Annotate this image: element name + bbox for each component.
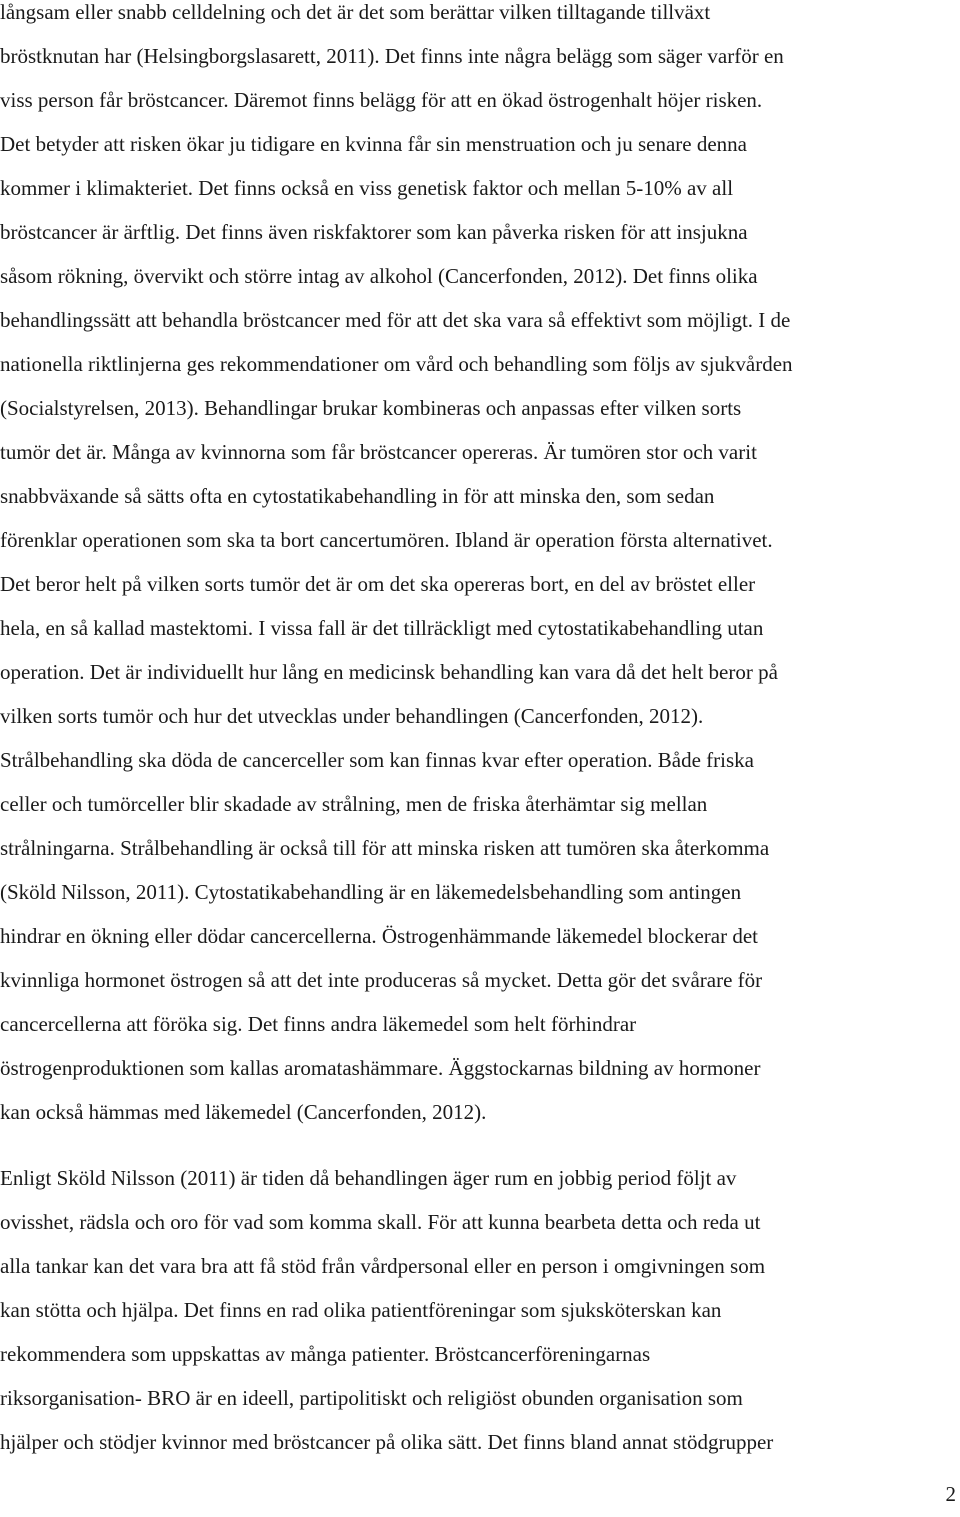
- text-line: operation. Det är individuellt hur lång en medicinsk behandling kan vara då det helt beror på: [0, 660, 778, 684]
- text-line: kvinnliga hormonet östrogen så att det inte produceras så mycket. Detta gör det svårare för: [0, 968, 763, 992]
- text-line: hjälper och stödjer kvinnor med bröstcancer på olika sätt. Det finns bland annat stödgrupper: [0, 1430, 774, 1454]
- text-line: bröstknutan har (Helsingborgslasarett, 2011). Det finns inte några belägg som säger varför en: [0, 44, 784, 68]
- text-line: riksorganisation- BRO är en ideell, partipolitiskt och religiöst obunden organisation som: [0, 1386, 743, 1410]
- text-line: strålningarna. Strålbehandling är också till för att minska risken att tumören ska återkomma: [0, 836, 770, 860]
- text-line: nationella riktlinjerna ges rekommendationer om vård och behandling som följs av sjukvården: [0, 352, 793, 376]
- text-line: hindrar en ökning eller dödar cancercellerna. Östrogenhämmande läkemedel blockerar det: [0, 924, 758, 948]
- text-line: alla tankar kan det vara bra att få stöd från vårdpersonal eller en person i omgivningen som: [0, 1254, 766, 1278]
- text-line: snabbväxande så sätts ofta en cytostatikabehandling in för att minska den, som sedan: [0, 484, 715, 508]
- text-line: (Sköld Nilsson, 2011). Cytostatikabehandling är en läkemedelsbehandling som antingen: [0, 880, 742, 904]
- text-line: kan stötta och hjälpa. Det finns en rad olika patientföreningar som sjuksköterskan kan: [0, 1298, 722, 1322]
- text-line: behandlingssätt att behandla bröstcancer med för att det ska vara så effektivt som möjligt. I de: [0, 308, 791, 332]
- text-line: viss person får bröstcancer. Däremot finns belägg för att en ökad östrogenhalt höjer risken.: [0, 88, 763, 112]
- text-line: celler och tumörceller blir skadade av strålning, men de friska återhämtar sig mellan: [0, 792, 708, 816]
- page-number: 2: [945, 1482, 956, 1506]
- text-line: tumör det är. Många av kvinnorna som får bröstcancer opereras. Är tumören stor och varit: [0, 440, 757, 464]
- text-line: kan också hämmas med läkemedel (Cancerfonden, 2012).: [0, 1100, 487, 1124]
- text-line: Det betyder att risken ökar ju tidigare en kvinna får sin menstruation och ju senare denna: [0, 132, 747, 156]
- text-line: cancercellerna att föröka sig. Det finns andra läkemedel som helt förhindrar: [0, 1012, 637, 1036]
- text-line: (Socialstyrelsen, 2013). Behandlingar brukar kombineras och anpassas efter vilken sorts: [0, 396, 742, 420]
- text-line: kommer i klimakteriet. Det finns också en viss genetisk faktor och mellan 5-10% av all: [0, 176, 734, 200]
- text-line: Strålbehandling ska döda de cancerceller som kan finnas kvar efter operation. Både friska: [0, 748, 754, 772]
- text-line: ovisshet, rädsla och oro för vad som komma skall. För att kunna bearbeta detta och reda ut: [0, 1210, 761, 1234]
- text-line: rekommendera som uppskattas av många patienter. Bröstcancerföreningarnas: [0, 1342, 651, 1366]
- text-line: vilken sorts tumör och hur det utvecklas under behandlingen (Cancerfonden, 2012).: [0, 704, 704, 728]
- text-line: östrogenproduktionen som kallas aromatashämmare. Äggstockarnas bildning av hormoner: [0, 1056, 761, 1080]
- text-line: bröstcancer är ärftlig. Det finns även riskfaktorer som kan påverka risken för att insjukna: [0, 220, 748, 244]
- text-line: Enligt Sköld Nilsson (2011) är tiden då behandlingen äger rum en jobbig period följt av: [0, 1166, 737, 1190]
- text-line: långsam eller snabb celldelning och det är det som berättar vilken tilltagande tillväxt: [0, 0, 711, 24]
- text-line: hela, en så kallad mastektomi. I vissa fall är det tillräckligt med cytostatikabehandling utan: [0, 616, 764, 640]
- paragraph: [0, 1156, 960, 1464]
- text-line: förenklar operationen som ska ta bort cancertumören. Ibland är operation första alternativet.: [0, 528, 773, 552]
- text-line: Det beror helt på vilken sorts tumör det är om det ska opereras bort, en del av bröstet eller: [0, 572, 756, 596]
- text-line: såsom rökning, övervikt och större intag av alkohol (Cancerfonden, 2012). Det finns olika: [0, 264, 758, 288]
